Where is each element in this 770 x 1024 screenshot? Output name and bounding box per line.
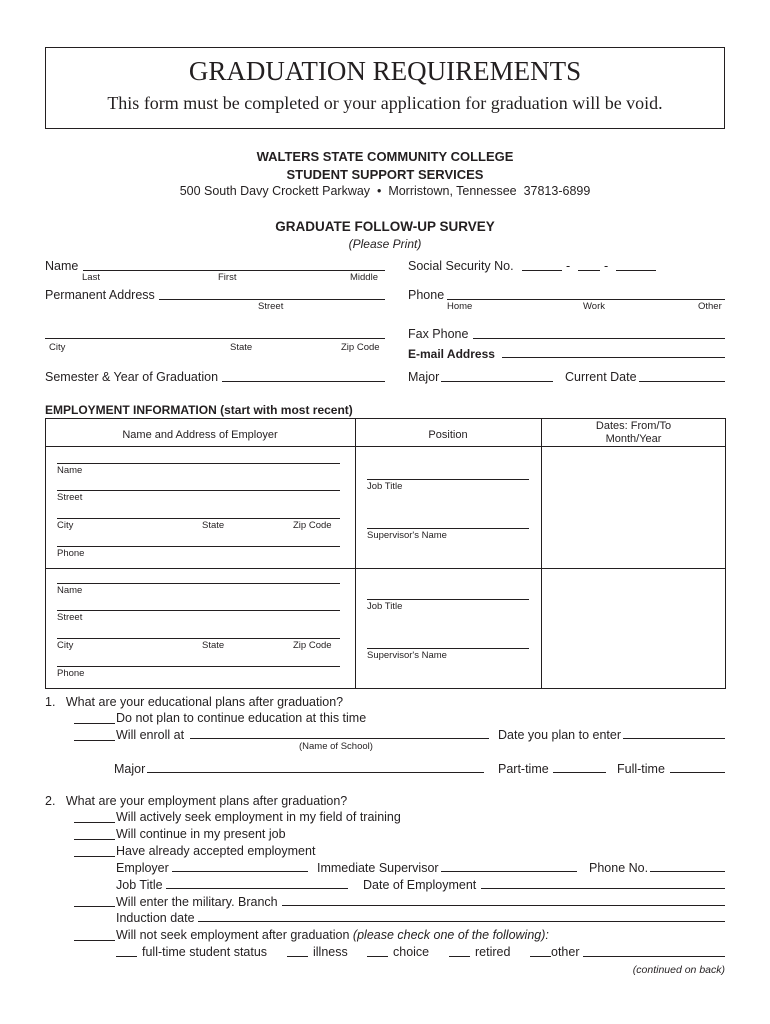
q1-date-enter-field[interactable]: [623, 725, 725, 739]
q2-opt2-blank[interactable]: [74, 826, 115, 840]
employer2-job-title-field[interactable]: [367, 586, 529, 600]
page-subtitle: This form must be completed or your application for graduation will be void.: [107, 93, 663, 113]
employer1-supervisor-caption: Supervisor's Name: [367, 530, 447, 541]
employer2-street-caption: Street: [57, 612, 83, 623]
fax-field[interactable]: [473, 325, 725, 339]
q1-opt1-blank[interactable]: [74, 710, 115, 724]
reason-choice-label: choice: [393, 945, 430, 959]
q1-part-time-blank[interactable]: [553, 759, 606, 773]
name-label: Name: [45, 259, 79, 273]
first-caption: First: [218, 272, 237, 283]
middle-caption: Middle: [350, 272, 378, 283]
reason-fulltime-blank[interactable]: [116, 943, 137, 957]
department-name: STUDENT SUPPORT SERVICES: [286, 167, 484, 182]
semester-label: Semester & Year of Graduation: [45, 370, 219, 384]
major-field[interactable]: [441, 368, 553, 382]
q1-major-field[interactable]: [147, 759, 484, 773]
current-date-field[interactable]: [639, 368, 725, 382]
employer2-phone-caption: Phone: [57, 668, 85, 679]
q2-question: 2. What are your employment plans after graduation?: [45, 794, 348, 808]
employer1-phone-caption: Phone: [57, 548, 85, 559]
employer1-supervisor-field[interactable]: [367, 515, 529, 529]
phone-label: Phone: [408, 288, 445, 302]
employer1-street-field[interactable]: [57, 477, 340, 491]
city-state-zip-field[interactable]: [45, 325, 385, 339]
ssn-dash-1: -: [566, 259, 571, 273]
employer1-dates-field[interactable]: [545, 450, 721, 564]
q2-phone-field[interactable]: [650, 858, 725, 872]
work-caption: Work: [583, 301, 605, 312]
q1-part-time-label: Part-time: [498, 762, 549, 776]
employer1-job-title-field[interactable]: [367, 466, 529, 480]
employer2-name-caption: Name: [57, 585, 83, 596]
q1-question: 1. What are your educational plans after graduation?: [45, 695, 344, 709]
q2-job-title-label: Job Title: [116, 878, 163, 892]
q2-date-employment-label: Date of Employment: [363, 878, 477, 892]
print-note: (Please Print): [348, 237, 422, 251]
employer1-state-caption: State: [202, 520, 225, 531]
q2-employer-field[interactable]: [172, 858, 308, 872]
col-position-header: Position: [428, 429, 468, 441]
last-caption: Last: [82, 272, 100, 283]
phone-field[interactable]: [447, 286, 725, 300]
college-name: WALTERS STATE COMMUNITY COLLEGE: [256, 149, 514, 164]
survey-title: GRADUATE FOLLOW-UP SURVEY: [275, 219, 495, 234]
state-caption: State: [230, 342, 253, 353]
q2-phone-label: Phone No.: [589, 861, 649, 875]
q2-induction-label: Induction date: [116, 911, 195, 925]
q2-supervisor-field[interactable]: [441, 858, 577, 872]
employment-heading: EMPLOYMENT INFORMATION (start with most recent): [45, 403, 353, 417]
reason-other-blank[interactable]: [530, 943, 551, 957]
employer1-name-caption: Name: [57, 465, 83, 476]
college-address: 500 South Davy Crockett Parkway • Morristown, Tennessee 37813-6899: [179, 184, 591, 198]
name-field[interactable]: [83, 257, 385, 271]
reason-illness-label: illness: [313, 945, 348, 959]
home-caption: Home: [447, 301, 473, 312]
q2-opt4-blank[interactable]: [74, 893, 115, 907]
employer1-job-title-caption: Job Title: [367, 481, 403, 492]
q2-opt2-label: Will continue in my present job: [116, 827, 286, 841]
continued-note: (continued on back): [632, 964, 725, 976]
q1-date-enter-label: Date you plan to enter: [498, 728, 621, 742]
email-field[interactable]: [502, 344, 725, 358]
reason-illness-blank[interactable]: [287, 943, 308, 957]
employer2-supervisor-field[interactable]: [367, 635, 529, 649]
ssn-label: Social Security No.: [408, 259, 514, 273]
fax-label: Fax Phone: [408, 327, 469, 341]
employer2-phone-field[interactable]: [57, 653, 340, 667]
current-date-label: Current Date: [565, 370, 637, 384]
q1-school-caption: (Name of School): [299, 741, 373, 752]
other-caption: Other: [698, 301, 722, 312]
employer1-zip-caption: Zip Code: [293, 520, 332, 531]
permanent-address-label: Permanent Address: [45, 288, 155, 302]
employer2-zip-caption: Zip Code: [293, 640, 332, 651]
q2-opt5-note: (please check one of the following):: [352, 928, 549, 942]
employer2-street-field[interactable]: [57, 597, 340, 611]
employer2-state-caption: State: [202, 640, 225, 651]
q2-supervisor-label: Immediate Supervisor: [317, 861, 439, 875]
q1-school-field[interactable]: [190, 725, 489, 739]
employer1-phone-field[interactable]: [57, 533, 340, 547]
employer2-job-title-caption: Job Title: [367, 601, 403, 612]
major-label: Major: [408, 370, 440, 384]
q2-opt3-blank[interactable]: [74, 843, 115, 857]
q2-opt5-text: Will not seek employment after graduation: [116, 928, 353, 942]
city-caption: City: [49, 342, 66, 353]
semester-field[interactable]: [222, 368, 385, 382]
q2-opt1-blank[interactable]: [74, 809, 115, 823]
street-caption: Street: [258, 301, 284, 312]
reason-choice-blank[interactable]: [367, 943, 388, 957]
street-field[interactable]: [159, 286, 385, 300]
col-dates-subheader: Month/Year: [605, 433, 662, 445]
q2-branch-field[interactable]: [282, 892, 725, 906]
employer1-city-field[interactable]: [57, 505, 340, 519]
q1-full-time-blank[interactable]: [670, 759, 725, 773]
employer2-city-field[interactable]: [57, 625, 340, 639]
q2-employer-label: Employer: [116, 861, 169, 875]
reason-fulltime-label: full-time student status: [142, 945, 268, 959]
email-label: E-mail Address: [408, 347, 495, 361]
reason-other-label: other: [551, 945, 580, 959]
zip-caption: Zip Code: [341, 342, 380, 353]
q2-job-title-field[interactable]: [166, 875, 348, 889]
q1-full-time-label: Full-time: [617, 762, 665, 776]
q2-opt4-label: Will enter the military. Branch: [116, 895, 278, 909]
q1-opt2-blank[interactable]: [74, 727, 115, 741]
reason-retired-label: retired: [475, 945, 511, 959]
employer1-name-field[interactable]: [57, 450, 340, 464]
q2-opt5-blank[interactable]: [74, 927, 115, 941]
employer2-city-caption: City: [57, 640, 74, 651]
q2-opt5-label: [116, 928, 549, 942]
employer2-name-field[interactable]: [57, 570, 340, 584]
employer1-street-caption: Street: [57, 492, 83, 503]
q2-induction-field[interactable]: [198, 908, 725, 922]
q1-major-label: Major: [114, 762, 146, 776]
q1-opt1-label: Do not plan to continue education at this time: [116, 711, 367, 725]
reason-other-field[interactable]: [583, 943, 725, 957]
col-dates-header: Dates: From/To: [595, 420, 672, 432]
q1-opt2-label: Will enroll at: [116, 728, 185, 742]
col-employer-header: Name and Address of Employer: [122, 429, 278, 441]
employer1-city-caption: City: [57, 520, 74, 531]
q2-date-employment-field[interactable]: [481, 875, 725, 889]
q2-opt1-label: Will actively seek employment in my field of training: [116, 810, 401, 824]
page-title: GRADUATION REQUIREMENTS: [188, 56, 582, 86]
ssn-field[interactable]: [522, 257, 656, 271]
reason-retired-blank[interactable]: [449, 943, 470, 957]
ssn-dash-2: -: [604, 259, 609, 273]
q2-opt3-label: Have already accepted employment: [116, 844, 316, 858]
employer2-supervisor-caption: Supervisor's Name: [367, 650, 447, 661]
employer2-dates-field[interactable]: [545, 571, 721, 685]
